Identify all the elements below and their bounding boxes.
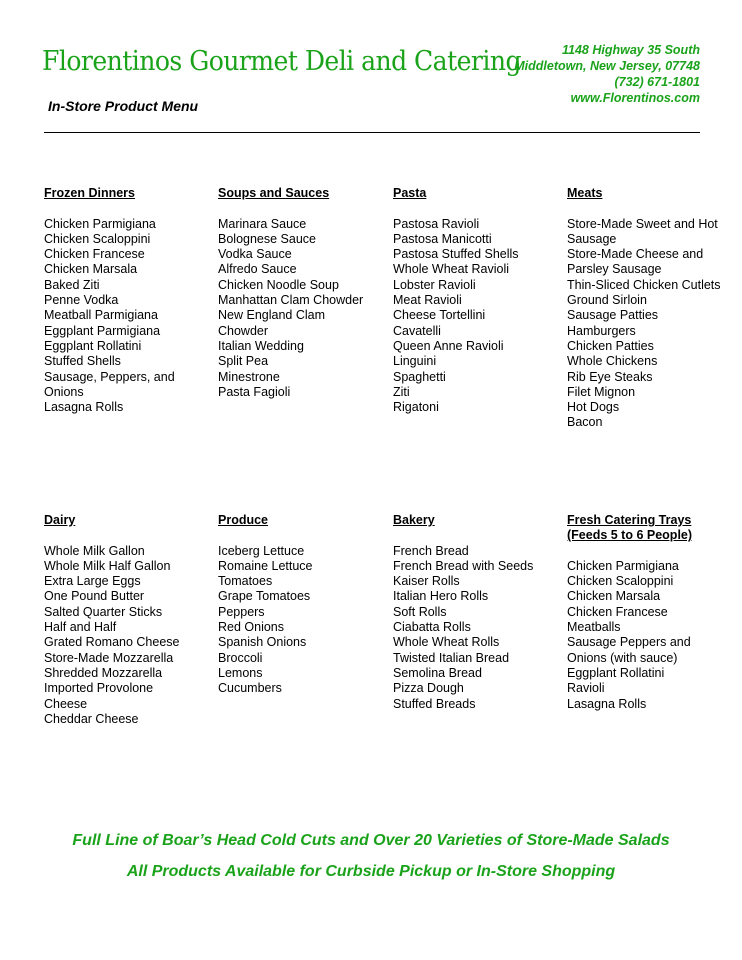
menu-item: Stuffed Breads [393, 696, 476, 711]
menu-item: Linguini [393, 354, 437, 369]
menu-item: Vodka Sauce [218, 247, 292, 262]
menu-item: Romaine Lettuce [218, 558, 313, 573]
menu-item: Whole Chickens [567, 354, 658, 369]
menu-item: Iceberg Lettuce [218, 543, 305, 558]
menu-item: Grape Tomatoes [218, 589, 311, 604]
menu-item: Lasagna Rolls [567, 696, 647, 711]
section-heading: Dairy [44, 513, 76, 527]
menu-item: Soft Rolls [393, 604, 447, 619]
menu-item: Twisted Italian Bread [393, 650, 510, 665]
section-soups [218, 186, 373, 400]
website-link[interactable]: www.Florentinos.com [570, 91, 700, 105]
menu-item: Rigatoni [393, 400, 439, 415]
menu-item: Lobster Ravioli [393, 277, 476, 292]
section-fresh [567, 513, 697, 712]
menu-item: Salted Quarter Sticks [44, 604, 163, 619]
menu-item: Bacon [567, 415, 603, 430]
menu-item: Whole Wheat Ravioli [393, 262, 510, 277]
menu-item: Peppers [218, 604, 265, 619]
menu-item: Spaghetti [393, 369, 446, 384]
section-heading: Soups and Sauces [218, 186, 330, 200]
menu-item: Pastosa Ravioli [393, 216, 480, 231]
menu-item: Stuffed Shells [44, 354, 121, 369]
menu-item: Thin-Sliced Chicken Cutlets [567, 277, 721, 292]
menu-item: Grated Romano Cheese [44, 635, 180, 650]
phone-number: (732) 671-1801 [614, 75, 700, 89]
company-title: Florentinos Gourmet Deli and Catering [42, 46, 521, 77]
menu-item: Ground Sirloin [567, 293, 647, 308]
section-produce [218, 513, 373, 697]
section-heading: Produce [218, 513, 269, 527]
menu-item: Penne Vodka [44, 293, 119, 308]
contact-block [514, 42, 700, 106]
menu-item: Whole Wheat Rolls [393, 635, 500, 650]
menu-item: Eggplant Rollatini [567, 665, 665, 680]
menu-item: Chicken Noodle Soup [218, 277, 339, 292]
menu-item: Pizza Dough [393, 681, 464, 696]
menu-item: Lemons [218, 665, 263, 680]
menu-item: Eggplant Rollatini [44, 338, 142, 353]
section-heading: Fresh Catering Trays (Feeds 5 to 6 People) [567, 513, 693, 543]
menu-item: Whole Milk Half Gallon [44, 558, 171, 573]
menu-item: Chicken Parmigiana [44, 216, 156, 231]
menu-item: Lasagna Rolls [44, 400, 124, 415]
menu-item: Chicken Scaloppini [567, 574, 674, 589]
menu-item: Ciabatta Rolls [393, 620, 471, 635]
menu-item: New England Clam Chowder [218, 308, 325, 338]
menu-subtitle: In-Store Product Menu [48, 98, 199, 114]
menu-item: One Pound Butter [44, 589, 145, 604]
section-heading: Bakery [393, 513, 435, 527]
menu-item: Manhattan Clam Chowder [218, 293, 364, 308]
menu-item: Split Pea [218, 354, 269, 369]
menu-item: Cavatelli [393, 323, 441, 338]
menu-item: Ziti [393, 384, 410, 399]
menu-item: Alfredo Sauce [218, 262, 297, 277]
header-divider [44, 132, 700, 133]
footer-cold-cuts: Full Line of Boar’s Head Cold Cuts and Over 20 Varieties of Store-Made Salads [72, 832, 670, 849]
menu-item: French Bread with Seeds [393, 558, 534, 573]
menu-item: Filet Mignon [567, 384, 636, 399]
menu-item: Meatball Parmigiana [44, 308, 158, 323]
menu-item: Italian Hero Rolls [393, 589, 489, 604]
menu-item: Italian Wedding [218, 338, 304, 353]
menu-item: Half and Half [44, 620, 117, 635]
menu-item: Store-Made Mozzarella [44, 650, 174, 665]
menu-item: Marinara Sauce [218, 216, 307, 231]
menu-item: Bolognese Sauce [218, 231, 316, 246]
menu-item: Rib Eye Steaks [567, 369, 653, 384]
menu-item: Pastosa Manicotti [393, 231, 492, 246]
footer-pickup: All Products Available for Curbside Pickup or In-Store Shopping [126, 863, 616, 880]
menu-item: Baked Ziti [44, 277, 100, 292]
menu-item: Broccoli [218, 650, 263, 665]
section-pasta [393, 186, 548, 415]
menu-item: Cucumbers [218, 681, 282, 696]
section-bakery [393, 513, 548, 712]
street-address: 1148 Highway 35 South [561, 43, 700, 57]
menu-item: Spanish Onions [218, 635, 307, 650]
menu-item: Tomatoes [218, 574, 273, 589]
menu-item: Hamburgers [567, 323, 636, 338]
section-dairy [44, 513, 199, 727]
menu-item: Red Onions [218, 620, 285, 635]
menu-item: Cheddar Cheese [44, 711, 139, 726]
menu-item: Store-Made Cheese and Parsley Sausage [567, 247, 704, 277]
menu-item: Store-Made Sweet and Hot Sausage [567, 216, 718, 246]
menu-item: Cheese Tortellini [393, 308, 486, 323]
menu-item: Chicken Patties [567, 338, 654, 353]
section-heading: Pasta [393, 186, 427, 200]
menu-item: Chicken Parmigiana [567, 558, 679, 573]
menu-item: Imported Provolone Cheese [44, 681, 154, 711]
menu-item: Chicken Marsala [44, 262, 138, 277]
menu-item: Chicken Marsala [567, 589, 661, 604]
menu-item: Chicken Francese [567, 604, 668, 619]
city-state-zip: Middletown, New Jersey, 07748 [514, 59, 700, 73]
menu-item: Shredded Mozzarella [44, 665, 163, 680]
menu-item: French Bread [393, 543, 469, 558]
menu-item: Chicken Francese [44, 247, 145, 262]
section-heading: Frozen Dinners [44, 186, 135, 200]
section-frozen [44, 186, 199, 415]
menu-item: Meatballs [567, 620, 621, 635]
menu-item: Hot Dogs [567, 400, 620, 415]
menu-item: Extra Large Eggs [44, 574, 141, 589]
menu-item: Sausage Patties [567, 308, 659, 323]
menu-item: Semolina Bread [393, 665, 482, 680]
menu-item: Minestrone [218, 369, 280, 384]
menu-item: Whole Milk Gallon [44, 543, 145, 558]
menu-item: Queen Anne Ravioli [393, 338, 504, 353]
section-meats [567, 186, 722, 431]
menu-item: Chicken Scaloppini [44, 231, 151, 246]
menu-item: Meat Ravioli [393, 293, 462, 308]
menu-item: Ravioli [567, 681, 605, 696]
menu-item: Eggplant Parmigiana [44, 323, 161, 338]
menu-item: Pasta Fagioli [218, 384, 291, 399]
menu-item: Sausage, Peppers, and Onions [44, 369, 175, 399]
menu-item: Pastosa Stuffed Shells [393, 247, 519, 262]
section-heading: Meats [567, 186, 603, 200]
menu-item: Sausage Peppers and Onions (with sauce) [567, 635, 691, 665]
menu-item: Kaiser Rolls [393, 574, 460, 589]
